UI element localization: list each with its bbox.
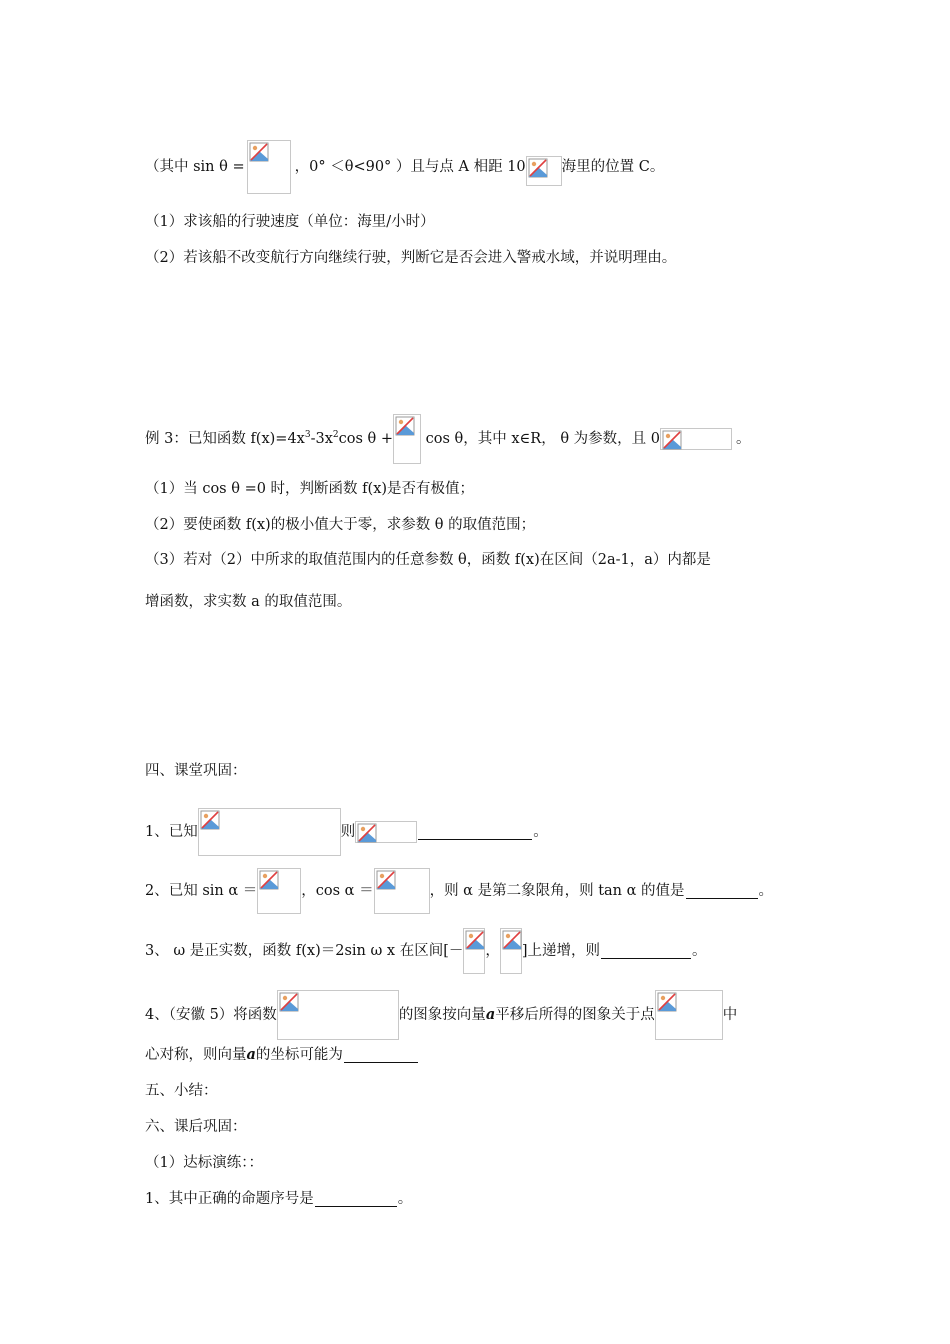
broken-image-icon [393, 414, 421, 464]
section-6-heading [145, 1117, 247, 1137]
text-segment: 四、课堂巩固： [145, 763, 247, 779]
text-segment: ]上递增，则 [521, 943, 601, 959]
broken-image-icon [374, 868, 430, 914]
answer-blank[interactable] [686, 884, 758, 899]
question-1-2 [145, 248, 676, 268]
answer-blank[interactable] [315, 1192, 397, 1207]
text-segment: 3、 ω 是正实数，函数 f(x)＝2sin ω x 在区间[－ [145, 943, 464, 959]
text-segment: （1）达标演练：： [145, 1155, 263, 1171]
text-segment: 五、小结： [145, 1083, 218, 1099]
example-3-part-3 [145, 550, 711, 570]
text-segment: 1、其中正确的命题序号是 [145, 1191, 314, 1207]
text-segment: ，cos α ＝ [301, 883, 374, 899]
text-segment: （1）求该船的行驶速度（单位：海里/小时） [145, 214, 435, 230]
broken-image-icon [257, 868, 301, 914]
broken-image-icon [655, 990, 723, 1040]
vector-symbol: a [246, 1046, 256, 1063]
example-3-part-1 [145, 479, 474, 499]
broken-image-icon [500, 928, 522, 974]
question-1-1 [145, 212, 435, 232]
text-segment: 中 [722, 1007, 738, 1023]
text-segment: ，0° ＜θ<90° ）且与点 A 相距 10 [294, 159, 526, 175]
broken-image-icon [463, 928, 485, 974]
text-segment: ，则 α 是第二象限角，则 tan α 的值是 [429, 883, 685, 899]
example-3 [145, 414, 751, 464]
answer-blank[interactable] [601, 944, 691, 959]
text-segment: 1、已知 [145, 824, 198, 840]
text-segment: （1）当 cos θ =0 时，判断函数 f(x)是否有极值； [145, 481, 475, 497]
superscript: 2 [332, 430, 339, 441]
broken-image-icon [198, 808, 341, 856]
text-segment: -3x [310, 431, 333, 447]
text-segment: 六、课后巩固： [145, 1119, 247, 1135]
text-segment: 4、（安徽 5）将函数 [145, 1007, 277, 1023]
text-segment: （2）要使函数 f(x)的极小值大于零，求参数 θ 的取值范围； [145, 517, 536, 533]
text-segment: （其中 sin θ = [145, 159, 245, 175]
text-segment: 增函数，求实数 a 的取值范围。 [145, 594, 352, 610]
broken-image-icon [660, 428, 732, 450]
text-segment: （2）若该船不改变航行方向继续行驶，判断它是否会进入警戒水域，并说明理由。 [145, 250, 677, 266]
example-3-part-2 [145, 515, 535, 535]
text-segment: cos θ，其中 x∈R， θ 为参数，且 0 [421, 431, 660, 447]
answer-blank[interactable] [344, 1048, 418, 1063]
text-segment: 心对称，则向量 [145, 1047, 247, 1063]
text-segment: 。 [397, 1191, 413, 1207]
broken-image-icon [277, 990, 399, 1040]
broken-image-icon [526, 156, 562, 186]
text-line-1 [145, 140, 664, 194]
example-3-part-3-cont [145, 592, 351, 612]
broken-image-icon [247, 140, 291, 194]
broken-image-icon [355, 821, 417, 843]
text-segment: 的坐标可能为 [255, 1047, 343, 1063]
superscript: 3 [304, 430, 311, 441]
consolidation-3 [145, 928, 707, 974]
text-segment: ， [485, 943, 500, 959]
text-segment: （3）若对（2）中所求的取值范围内的任意参数 θ，函数 f(x)在区间（2a-1，a）内都是 [145, 552, 711, 568]
practice-1 [145, 1189, 412, 1209]
consolidation-4-cont [145, 1045, 419, 1065]
section-4-heading [145, 761, 247, 781]
practice-heading [145, 1153, 263, 1173]
text-segment: 的图象按向量 [398, 1007, 486, 1023]
text-segment: 2、已知 sin α ＝ [145, 883, 258, 899]
text-segment: 。 [692, 943, 707, 959]
text-segment: cos θ + [338, 431, 394, 447]
consolidation-4 [145, 990, 737, 1040]
text-segment: 。 [758, 883, 774, 899]
text-segment: 例 3：已知函数 f(x)=4x [145, 431, 305, 447]
vector-symbol: a [485, 1006, 496, 1023]
text-segment: 平移后所得的图象关于点 [495, 1007, 655, 1023]
text-segment: 则 [340, 824, 356, 840]
consolidation-2 [145, 868, 773, 914]
text-segment: 。 [533, 824, 548, 840]
text-segment: 海里的位置 C。 [561, 159, 665, 175]
text-segment: 。 [736, 431, 751, 447]
answer-blank[interactable] [418, 825, 532, 840]
section-5-heading [145, 1081, 218, 1101]
consolidation-1 [145, 808, 548, 856]
